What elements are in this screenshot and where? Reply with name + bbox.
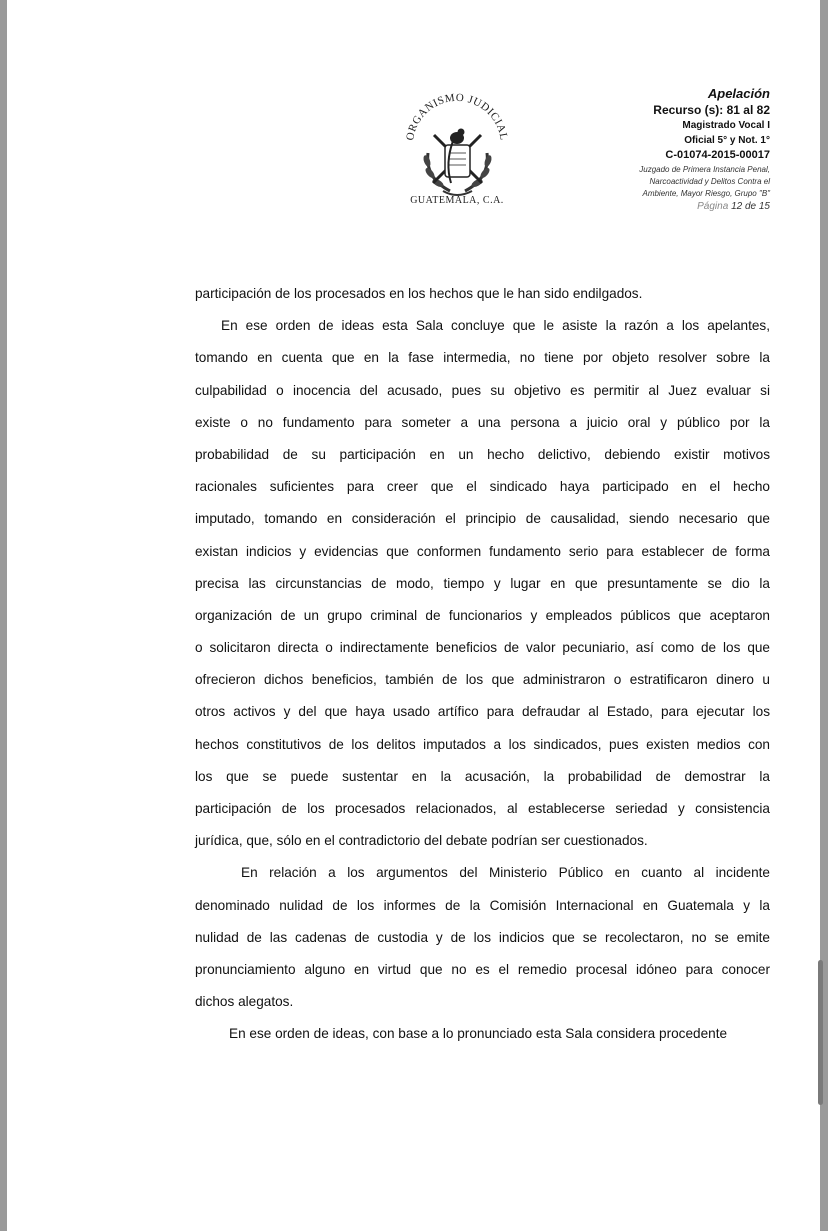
text-line: ofrecieron dichos beneficios, también de los que administraron o estratificaron dinero u: [195, 672, 770, 688]
text-line: En ese orden de ideas, con base a lo pronunciado esta Sala considera procedente: [229, 1026, 728, 1042]
text-line: denominado nulidad de los informes de la Comisión Internacional en Guatemala y la: [195, 897, 770, 913]
text-line: jurídica, que, sólo en el contradictorio del debate podrían ser cuestionados.: [195, 833, 648, 849]
seal-caption: GUATEMALA, C.A.: [410, 195, 504, 206]
text-line: dichos alegatos.: [195, 994, 294, 1010]
page-label: Página: [697, 201, 729, 212]
text-line: organización de un grupo criminal de funcionarios y empleados públicos que aceptaron: [195, 607, 770, 623]
text-line: existe o no fundamento para someter a una persona a juicio oral y público por la: [195, 414, 770, 430]
text-line: En relación a los argumentos del Ministerio Público en cuanto al incidente: [241, 865, 770, 881]
paragraph: [195, 278, 770, 310]
court-line: Ambiente, Mayor Riesgo, Grupo "B": [642, 189, 770, 198]
text-line: tomando en cuenta que en la fase intermedia, no tiene por objeto resolver sobre la: [195, 350, 770, 366]
court-name: [639, 164, 770, 200]
page-value: 12 de 15: [731, 201, 770, 212]
case-metadata: [639, 86, 770, 213]
vertical-scrollbar[interactable]: [818, 960, 823, 1105]
text-line: nulidad de las cadenas de custodia y de los indicios que se recolectaron, no se emite: [195, 929, 770, 945]
court-line: Narcoactividad y Delitos Contra el: [649, 177, 770, 186]
court-line: Juzgado de Primera Instancia Penal,: [639, 165, 770, 174]
magistrate: Magistrado Vocal I: [682, 120, 770, 131]
text-line: precisa las circunstancias de modo, tiempo y lugar en que presuntamente se dio la: [195, 575, 770, 591]
judicial-seal-emblem: [395, 83, 520, 213]
text-line: culpabilidad o inocencia del acusado, pues su objetivo es permitir al Juez evaluar si: [195, 382, 770, 398]
page-indicator: [639, 200, 770, 213]
paragraph: [195, 310, 770, 857]
text-line: racionales suficientes para creer que el sindicado haya participado en el hecho: [195, 479, 770, 495]
appeal-number: Recurso (s): 81 al 82: [653, 103, 770, 117]
text-line: imputado, tomando en consideración el principio de causalidad, siendo necesario que: [195, 511, 770, 527]
text-line: otros activos y del que haya usado artífico para defraudar al Estado, para ejecutar los: [195, 704, 770, 720]
text-line: o solicitaron directa o indirectamente beneficios de valor pecuniario, así como de los que: [195, 640, 770, 656]
paragraph: [195, 1018, 770, 1050]
case-type: Apelación: [707, 86, 770, 101]
text-line: probabilidad de su participación en un hecho delictivo, debiendo existir motivos: [195, 446, 770, 462]
seal-arc-text: ORGANISMO JUDICIAL: [404, 91, 510, 142]
document-body: [195, 278, 770, 1051]
text-line: los que se puede sustentar en la acusación, la probabilidad de demostrar la: [195, 768, 770, 784]
paragraph: [195, 857, 770, 1018]
case-number: C-01074-2015-00017: [665, 149, 770, 161]
text-line: participación de los procesados en los hechos que le han sido endilgados.: [195, 286, 643, 301]
text-line: hechos constitutivos de los delitos imputados a los sindicados, pues existen medios con: [195, 736, 770, 752]
text-line: En ese orden de ideas esta Sala concluye que le asiste la razón a los apelantes,: [221, 318, 770, 334]
text-line: existan indicios y evidencias que conformen fundamento serio para establecer de forma: [195, 543, 770, 559]
officer: Oficial 5° y Not. 1°: [684, 135, 770, 146]
text-line: pronunciamiento alguno en virtud que no es el remedio procesal idóneo para conocer: [195, 961, 770, 977]
text-line: participación de los procesados relacionados, al establecerse seriedad y consistencia: [195, 801, 770, 816]
